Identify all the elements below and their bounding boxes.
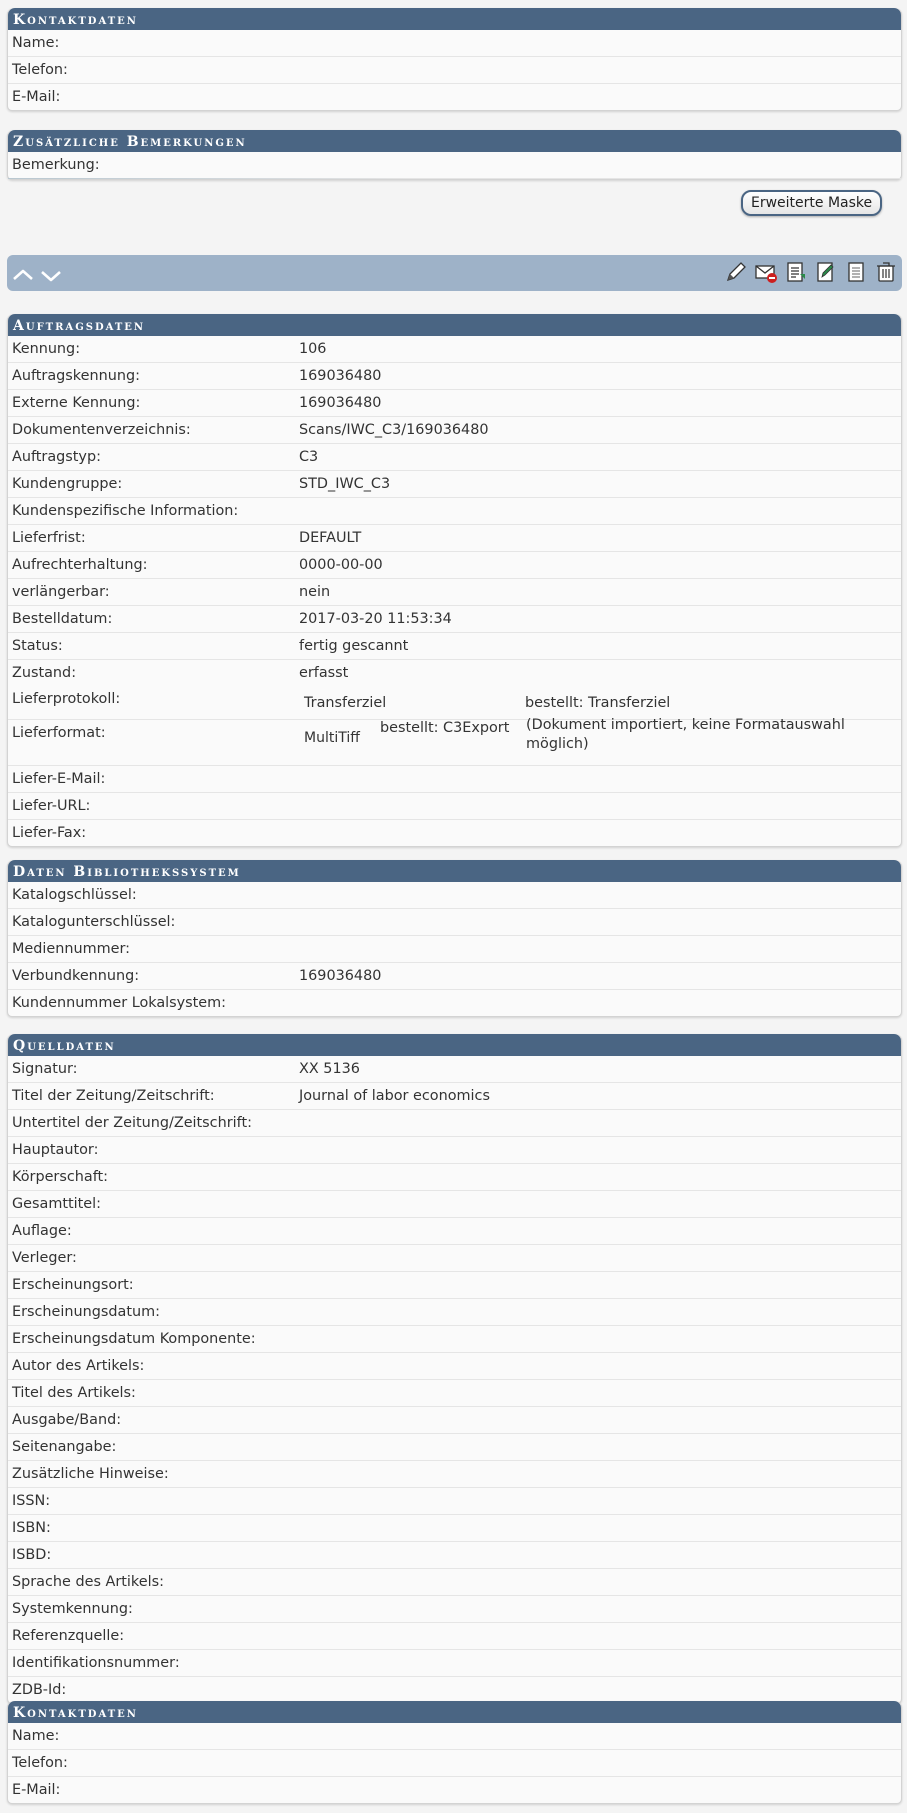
field-row: [8, 1407, 901, 1434]
field-value: fertig gescannt: [299, 638, 409, 654]
field-row: [8, 793, 901, 820]
panel-title: Kontaktdaten: [8, 8, 901, 30]
field-list: [8, 30, 901, 110]
field-row: [8, 1650, 901, 1677]
field-row: [8, 1777, 901, 1803]
document-edit-icon[interactable]: [814, 260, 838, 284]
field-label: Zustand:: [12, 665, 77, 681]
field-row: [8, 1488, 901, 1515]
field-label: Aufrechterhaltung:: [12, 557, 148, 573]
field-row: [8, 1056, 901, 1083]
field-row: [8, 1461, 901, 1488]
field-row: [8, 1677, 901, 1703]
pencil-icon[interactable]: [724, 260, 748, 284]
field-list: [8, 336, 901, 686]
field-label: Erscheinungsdatum:: [12, 1304, 160, 1320]
field-value: STD_IWC_C3: [299, 476, 391, 492]
field-row: [8, 1723, 901, 1750]
field-row: [8, 1218, 901, 1245]
field-value: 169036480: [299, 368, 382, 384]
field-label: Systemkennung:: [12, 1601, 133, 1617]
field-row: [8, 1326, 901, 1353]
field-label: Kundengruppe:: [12, 476, 123, 492]
field-label: Gesamttitel:: [12, 1196, 101, 1212]
field-row: [8, 498, 901, 525]
field-row: [8, 1191, 901, 1218]
field-label: Seitenangabe:: [12, 1439, 117, 1455]
field-label: Liefer-E-Mail:: [12, 771, 106, 787]
field-row: [8, 1515, 901, 1542]
field-row: [8, 552, 901, 579]
field-row: [8, 1245, 901, 1272]
field-label: ZDB-Id:: [12, 1682, 67, 1698]
field-row: [8, 57, 901, 84]
chevron-up-icon[interactable]: [11, 263, 35, 287]
field-label: E-Mail:: [12, 1782, 61, 1798]
field-label: Lieferprotokoll:: [12, 691, 121, 707]
field-label: verlängerbar:: [12, 584, 110, 600]
field-row: [8, 1083, 901, 1110]
contact-panel-top: [7, 8, 902, 111]
order-data-panel: [7, 314, 902, 847]
field-row: [8, 152, 901, 179]
field-label: Lieferfrist:: [12, 530, 86, 546]
field-row: [8, 1353, 901, 1380]
field-label: Liefer-URL:: [12, 798, 91, 814]
field-value: Transferziel: [304, 695, 387, 711]
field-label: Name:: [12, 1728, 60, 1744]
field-row: [8, 84, 901, 110]
field-row: [8, 471, 901, 498]
format-note: (Dokument importiert, keine Formatauswahl möglich): [526, 717, 845, 752]
field-row: [8, 579, 901, 606]
chevron-down-icon[interactable]: [39, 263, 63, 287]
field-label: Auflage:: [12, 1223, 72, 1239]
document-list-icon[interactable]: [784, 260, 808, 284]
contact-panel-bottom: [7, 1701, 902, 1804]
field-label: ISBD:: [12, 1547, 52, 1563]
field-row: [8, 936, 901, 963]
ordered-value: bestellt: C3Export: [380, 720, 510, 736]
field-list: [8, 1056, 901, 1703]
remark-underline: [8, 178, 408, 179]
panel-title: Zusätzliche Bemerkungen: [8, 130, 901, 152]
field-value: DEFAULT: [299, 530, 362, 546]
field-label: Kennung:: [12, 341, 81, 357]
field-row: [8, 1623, 901, 1650]
remarks-panel: [7, 130, 902, 180]
field-row: [8, 633, 901, 660]
field-label: Status:: [12, 638, 63, 654]
trash-icon[interactable]: [874, 260, 898, 284]
field-row: [8, 417, 901, 444]
field-row: [8, 1750, 901, 1777]
field-label: Ausgabe/Band:: [12, 1412, 122, 1428]
field-label: Verleger:: [12, 1250, 77, 1266]
field-label: Hauptautor:: [12, 1142, 99, 1158]
field-row: [8, 1299, 901, 1326]
field-label: ISSN:: [12, 1493, 51, 1509]
record-toolbar: [7, 255, 902, 291]
panel-title: Auftragsdaten: [8, 314, 901, 336]
field-list: [8, 152, 901, 179]
field-label: Bestelldatum:: [12, 611, 113, 627]
field-value: C3: [299, 449, 319, 465]
field-row: [8, 1434, 901, 1461]
delivery-protocol-row: [8, 686, 901, 720]
field-label: Auftragstyp:: [12, 449, 101, 465]
field-value: erfasst: [299, 665, 349, 681]
field-value: 169036480: [299, 968, 382, 984]
field-value: 106: [299, 341, 327, 357]
field-row: [8, 606, 901, 633]
field-label: Autor des Artikels:: [12, 1358, 145, 1374]
field-label: Untertitel der Zeitung/Zeitschrift:: [12, 1115, 252, 1131]
field-row: [8, 1137, 901, 1164]
field-label: Titel des Artikels:: [12, 1385, 136, 1401]
field-label: Mediennummer:: [12, 941, 131, 957]
field-value: 0000-00-00: [299, 557, 383, 573]
field-label: Telefon:: [12, 1755, 68, 1771]
field-list: [8, 1723, 901, 1803]
field-label: Zusätzliche Hinweise:: [12, 1466, 169, 1482]
field-row: [8, 1110, 901, 1137]
field-label: Lieferformat:: [12, 725, 106, 741]
field-list: [8, 882, 901, 1016]
field-label: ISBN:: [12, 1520, 51, 1536]
field-label: E-Mail:: [12, 89, 61, 105]
field-label: Kundennummer Lokalsystem:: [12, 995, 227, 1011]
delivery-format-row: [8, 717, 901, 766]
field-label: Sprache des Artikels:: [12, 1574, 164, 1590]
field-label: Signatur:: [12, 1061, 78, 1077]
field-row: [8, 1569, 901, 1596]
field-value: 169036480: [299, 395, 382, 411]
field-row: [8, 30, 901, 57]
field-label: Bemerkung:: [12, 157, 100, 173]
document-icon[interactable]: [844, 260, 868, 284]
panel-title: Kontaktdaten: [8, 1701, 901, 1723]
panel-title: Daten Bibliothekssystem: [8, 860, 901, 882]
field-label: Katalogschlüssel:: [12, 887, 137, 903]
field-row: [8, 390, 901, 417]
field-row: [8, 766, 901, 793]
field-label: Identifikationsnummer:: [12, 1655, 180, 1671]
field-value: Journal of labor economics: [299, 1088, 490, 1104]
field-row: [8, 909, 901, 936]
mail-cancel-icon[interactable]: [754, 260, 778, 284]
field-label: Dokumentenverzeichnis:: [12, 422, 191, 438]
field-label: Katalogunterschlüssel:: [12, 914, 176, 930]
ordered-value: bestellt: Transferziel: [525, 695, 671, 711]
field-row: [8, 336, 901, 363]
field-value: 2017-03-20 11:53:34: [299, 611, 452, 627]
field-value: nein: [299, 584, 331, 600]
field-label: Name:: [12, 35, 60, 51]
field-row: [8, 1380, 901, 1407]
extended-mask-button[interactable]: Erweiterte Maske: [741, 190, 882, 216]
field-value: XX 5136: [299, 1061, 360, 1077]
field-row: [8, 1272, 901, 1299]
field-label: Verbundkennung:: [12, 968, 140, 984]
field-label: Liefer-Fax:: [12, 825, 87, 841]
field-row: [8, 963, 901, 990]
field-label: Externe Kennung:: [12, 395, 141, 411]
field-row: [8, 363, 901, 390]
source-data-panel: [7, 1034, 902, 1704]
field-row: [8, 1164, 901, 1191]
field-row: [8, 1542, 901, 1569]
field-label: Körperschaft:: [12, 1169, 108, 1185]
field-label: Erscheinungsort:: [12, 1277, 134, 1293]
field-label: Titel der Zeitung/Zeitschrift:: [12, 1088, 215, 1104]
field-list: [8, 766, 901, 846]
field-label: Telefon:: [12, 62, 68, 78]
field-label: Referenzquelle:: [12, 1628, 125, 1644]
field-row: [8, 444, 901, 471]
field-row: [8, 990, 901, 1016]
field-label: Auftragskennung:: [12, 368, 140, 384]
field-value: Scans/IWC_C3/169036480: [299, 422, 489, 438]
field-label: Kundenspezifische Information:: [12, 503, 239, 519]
field-row: [8, 1596, 901, 1623]
field-row: [8, 882, 901, 909]
library-system-panel: [7, 860, 902, 1017]
field-row: [8, 820, 901, 846]
field-value: MultiTiff: [304, 730, 360, 746]
panel-title: Quelldaten: [8, 1034, 901, 1056]
field-label: Erscheinungsdatum Komponente:: [12, 1331, 256, 1347]
field-row: [8, 660, 901, 686]
field-row: [8, 525, 901, 552]
